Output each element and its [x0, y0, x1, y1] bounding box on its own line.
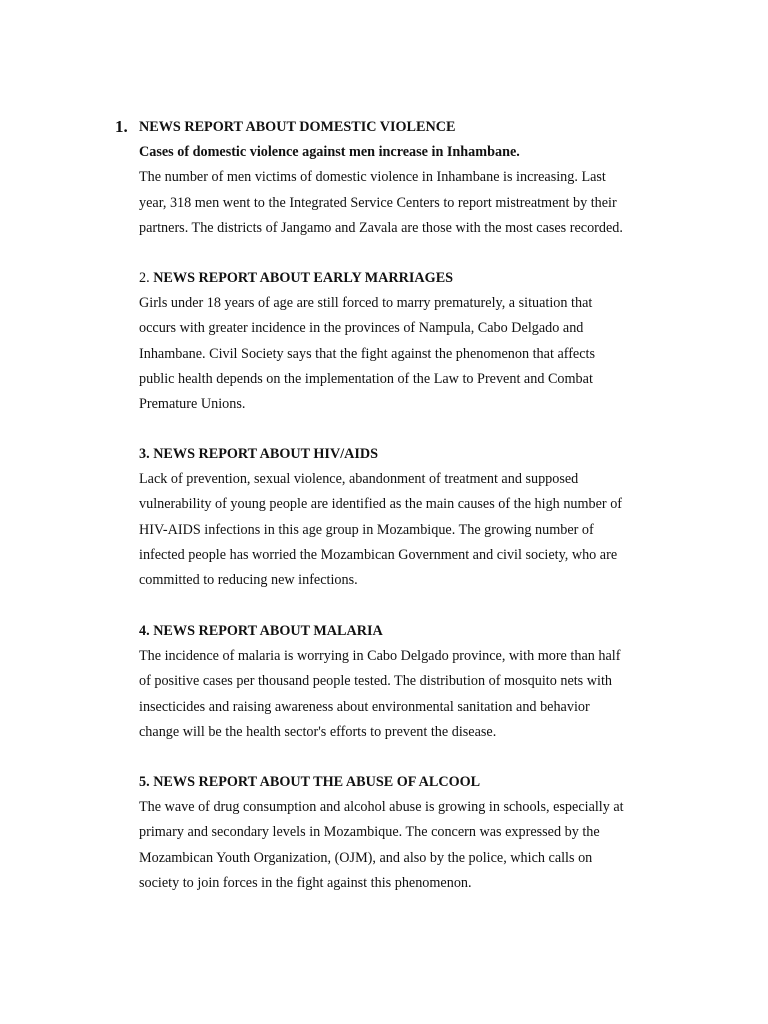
section-1-number: 1.: [115, 117, 128, 136]
section-5-line: The wave of drug consumption and alcohol abuse is growing in schools, especially at: [139, 799, 624, 816]
section-1-heading: NEWS REPORT ABOUT DOMESTIC VIOLENCE: [139, 119, 456, 135]
section-1-line: year, 318 men went to the Integrated Service Centers to report mistreatment by their: [139, 194, 617, 211]
section-early-marriages: [139, 266, 679, 417]
section-3-heading-row: [139, 442, 679, 467]
section-5-heading: NEWS REPORT ABOUT THE ABUSE OF ALCOOL: [153, 774, 481, 790]
section-2-line: occurs with greater incidence in the provinces of Nampula, Cabo Delgado and: [139, 320, 584, 337]
section-4-line: insecticides and raising awareness about environmental sanitation and behavior: [139, 698, 590, 715]
section-4-line: The incidence of malaria is worrying in Cabo Delgado province, with more than half: [139, 648, 621, 665]
section-4-heading: NEWS REPORT ABOUT MALARIA: [153, 623, 383, 639]
section-3-number: 3.: [139, 446, 150, 462]
section-4-number: 4.: [139, 623, 150, 639]
section-1-subtitle: Cases of domestic violence against men increase in Inhambane.: [139, 144, 520, 161]
section-5-line: Mozambican Youth Organization, (OJM), and also by the police, which calls on: [139, 849, 593, 866]
section-malaria: [139, 619, 679, 745]
section-alcohol-abuse: [139, 770, 679, 896]
section-5-number: 5.: [139, 774, 150, 790]
section-1-line: The number of men victims of domestic violence in Inhambane is increasing. Last: [139, 169, 606, 186]
section-3-line: vulnerability of young people are identified as the main causes of the high number of: [139, 496, 623, 513]
section-3-line: infected people has worried the Mozambican Government and civil society, who are: [139, 546, 618, 563]
section-5-line: primary and secondary levels in Mozambique. The concern was expressed by the: [139, 824, 600, 841]
section-1-line: partners. The districts of Jangamo and Zavala are those with the most cases recorded.: [139, 219, 623, 236]
section-2-number: 2.: [139, 270, 150, 286]
section-3-line: committed to reducing new infections.: [139, 572, 358, 589]
section-5-heading-row: [139, 770, 679, 795]
section-2-line: public health depends on the implementation of the Law to Prevent and Combat: [139, 370, 593, 387]
section-2-heading: NEWS REPORT ABOUT EARLY MARRIAGES: [153, 270, 454, 286]
section-3-line: HIV-AIDS infections in this age group in Mozambique. The growing number of: [139, 521, 594, 538]
section-2-line: Premature Unions.: [139, 396, 246, 413]
section-4-line: change will be the health sector's efforts to prevent the disease.: [139, 723, 497, 740]
section-2-line: Inhambane. Civil Society says that the fight against the phenomenon that affects: [139, 345, 595, 362]
section-2-line: Girls under 18 years of age are still forced to marry prematurely, a situation that: [139, 295, 593, 312]
section-5-line: society to join forces in the fight against this phenomenon.: [139, 874, 472, 891]
section-2-heading-row: [139, 266, 679, 291]
section-3-line: Lack of prevention, sexual violence, abandonment of treatment and supposed: [139, 471, 579, 488]
section-3-heading: NEWS REPORT ABOUT HIV/AIDS: [153, 446, 379, 462]
section-hiv-aids: [139, 442, 679, 593]
section-4-heading-row: [139, 619, 679, 644]
section-domestic-violence: [139, 115, 679, 241]
section-4-line: of positive cases per thousand people tested. The distribution of mosquito nets with: [139, 673, 612, 690]
